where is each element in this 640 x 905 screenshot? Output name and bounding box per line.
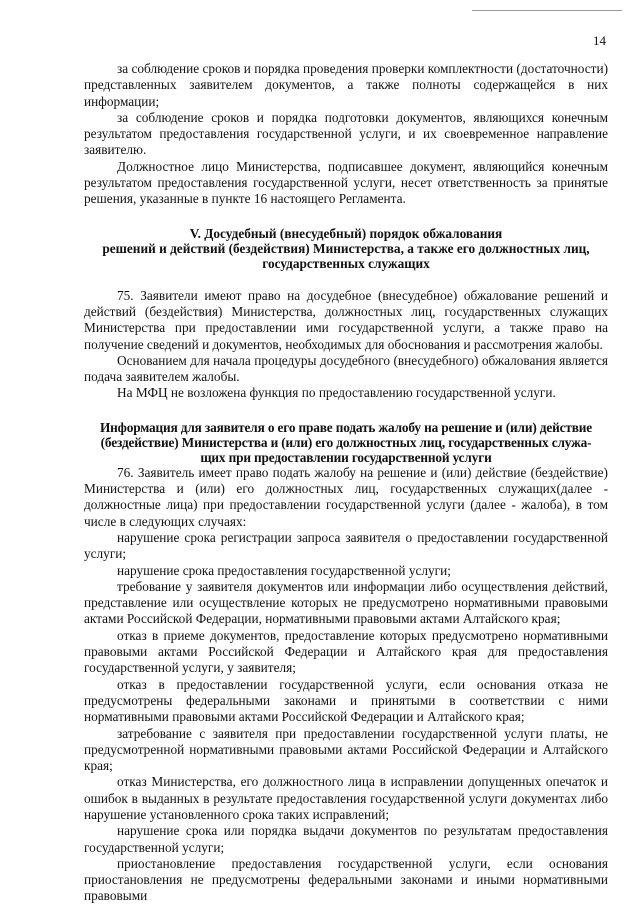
paragraph: На МФЦ не возложена функция по предоставлению государственной услуги. — [117, 385, 556, 401]
list-item: отказ в предоставлении государственной услуги, если основания отказа не предусмотрены федеральными законами и принятыми в соответствии с ними нормативными правовыми актами Российской Федерации и Алтайского края; — [84, 676, 608, 725]
list-item: нарушение срока регистрации запроса заявителя о предоставлении государственной услуги; — [84, 529, 608, 562]
paragraph: 76. Заявитель имеет право подать жалобу на решение и (или) действие (бездействие) Министерства и (или) его должностных лиц, государственных служащих(далее - должностные лица) при предоставлении государственной услуги (далее - жалоба), в том числе в следующих случаях: — [84, 464, 608, 529]
list-item: нарушение срока предоставления государственной услуги; — [117, 562, 451, 578]
heading-line: (бездействие) Министерства и (или) его должностных лиц, государственных служа- — [100, 434, 592, 450]
heading-line: Информация для заявителя о его праве подать жалобу на решение и (или) действие — [99, 419, 593, 435]
paragraph: 75. Заявители имеют право на досудебное (внесудебное) обжалование решений и действий (бездействия) Министерства, должностных лиц, государственных служащих Министерства при предоставлении ими государственной услуги, а также право на получение сведений и документов, необходимых для обоснования и рассмотрения жалобы. — [84, 287, 608, 352]
list-item: отказ Министерства, его должностного лица в исправлении допущенных опечаток и ошибок в выданных в результате предоставления государственной услуги документах либо нарушение установленного срока таких исправлений; — [84, 774, 608, 822]
section-heading — [84, 226, 608, 271]
scan-edge-line — [472, 10, 622, 11]
list-item: отказ в приеме документов, предоставление которых предусмотрено нормативными правовыми актами Российской Федерации и Алтайского края для предоставления государственной услуги, у заявителя; — [84, 627, 608, 676]
heading-line: V. Досудебный (внесудебный) порядок обжалования — [189, 225, 503, 241]
paragraph: Должностное лицо Министерства, подписавшее документ, являющийся конечным результатом предоставления государственной услуги, несет ответственность за принятые решения, указанные в пункте 16 настоящего Регламента. — [84, 158, 608, 207]
heading-line: решений и действий (бездействия) Министерства, а также его должностных лиц, — [102, 240, 590, 256]
list-item: приостановление предоставления государственной услуги, если основания приостановления не предусмотрены федеральными законами и иными нормативными правовыми — [84, 855, 608, 904]
page-number: 14 — [593, 33, 606, 48]
paragraph: Основанием для начала процедуры досудебного (внесудебного) обжалования является подача заявителем жалобы. — [84, 352, 608, 385]
list-item: требование у заявителя документов или информации либо осуществления действий, представление или осуществление которых не предусмотрено нормативными правовыми актами Российской Федерации, нормативными правовыми актами Алтайского края; — [84, 578, 608, 627]
info-heading — [84, 420, 608, 465]
paragraph: за соблюдение сроков и порядка подготовки документов, являющихся конечным результатом предоставления государственной услуги, и их своевременное направление заявителю. — [84, 109, 608, 158]
page-content — [84, 61, 608, 905]
list-item: затребование с заявителя при предоставлении государственной услуги платы, не предусмотренной нормативными правовыми актами Российской Федерации и Алтайского края; — [84, 725, 608, 774]
paragraph: за соблюдение сроков и порядка проведения проверки комплектности (достаточности) представленных заявителем документов, а также полноты содержащейся в них информации; — [84, 61, 608, 109]
list-item: нарушение срока или порядка выдачи документов по результатам предоставления государственной услуги; — [84, 823, 608, 855]
heading-line: щих при предоставлении государственной услуги — [200, 449, 492, 465]
heading-line: государственных служащих — [262, 255, 430, 271]
